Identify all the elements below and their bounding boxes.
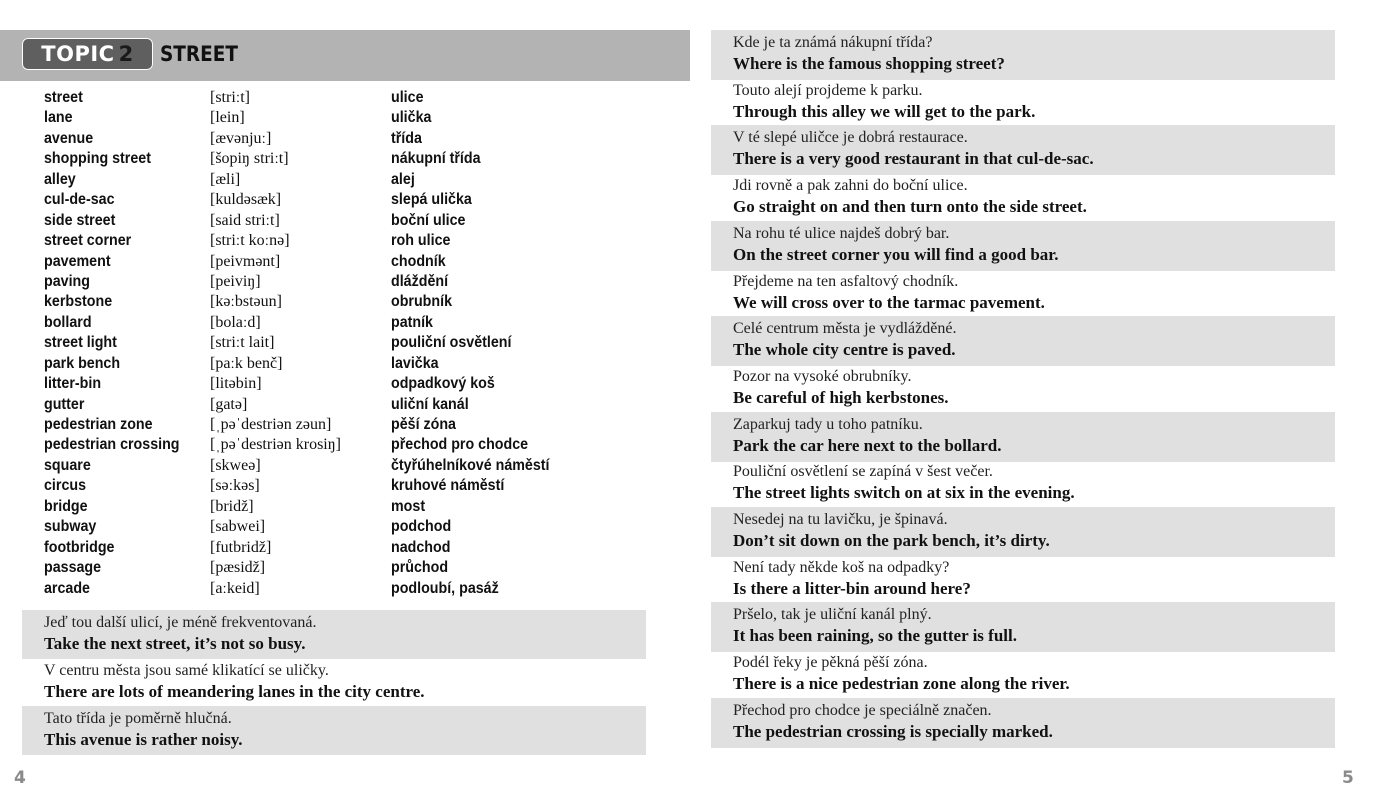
example-sentence <box>711 698 1335 748</box>
vocab-english: street <box>44 89 83 106</box>
vocab-czech: boční ulice <box>391 211 466 229</box>
vocab-row <box>44 435 604 455</box>
example-english: This avenue is rather noisy. <box>44 730 243 749</box>
example-english: The whole city centre is paved. <box>733 340 956 360</box>
example-czech: Pouliční osvětlení se zapíná v šest večer. <box>733 463 993 481</box>
vocab-pronunciation: [bolaːd] <box>210 313 261 331</box>
example-sentence <box>22 706 646 755</box>
topic-number: 2 <box>118 42 134 66</box>
vocab-english: square <box>44 456 91 474</box>
example-sentence <box>711 364 1335 414</box>
example-sentence <box>711 507 1335 557</box>
vocab-row <box>44 579 604 599</box>
vocab-pronunciation: [peivmənt] <box>210 252 281 270</box>
vocab-pronunciation: [sabwei] <box>210 518 266 536</box>
vocab-czech: kruhové náměstí <box>391 477 505 495</box>
vocab-row <box>44 292 604 312</box>
vocab-english: paving <box>44 272 90 290</box>
vocab-pronunciation: [futbridž] <box>210 538 272 556</box>
vocab-czech: slepá ulička <box>391 191 472 209</box>
vocab-row <box>44 129 604 149</box>
vocab-english: street light <box>44 334 117 352</box>
vocab-row <box>44 354 604 374</box>
example-sentence <box>22 610 646 659</box>
vocab-czech: uliční kanál <box>391 395 469 413</box>
example-czech: Nesedej na tu lavičku, je špinavá. <box>733 511 948 528</box>
example-czech: V té slepé uličce je dobrá restaurace. <box>733 129 968 147</box>
vocab-pronunciation: [šopiŋ striːt] <box>210 150 289 168</box>
example-czech: Zaparkuj tady u toho patníku. <box>733 415 923 433</box>
topic-title: STREET <box>160 42 239 66</box>
example-sentence <box>711 173 1335 223</box>
example-sentence <box>22 658 646 707</box>
vocab-pronunciation: [striːt lait] <box>210 334 275 352</box>
vocab-pronunciation: [striːt koːnə] <box>210 232 290 250</box>
example-english: On the street corner you will find a good bar. <box>733 244 1059 264</box>
example-english: Go straight on and then turn onto the side street. <box>733 197 1087 217</box>
example-czech: Tato třída je poměrně hlučná. <box>44 710 232 727</box>
example-czech: Celé centrum města je vydlážděné. <box>733 320 957 338</box>
vocab-row <box>44 231 604 251</box>
vocab-english: pedestrian zone <box>44 416 153 433</box>
example-english: There is a nice pedestrian zone along the river. <box>733 674 1070 694</box>
vocab-row <box>44 415 604 435</box>
example-sentence <box>711 602 1335 652</box>
vocab-english: park bench <box>44 354 121 372</box>
example-english: There is a very good restaurant in that cul-de-sac. <box>733 149 1094 169</box>
example-czech: Touto alejí projdeme k parku. <box>733 81 923 99</box>
example-english: Park the car here next to the bollard. <box>733 435 1002 455</box>
topic-header <box>0 30 690 81</box>
example-english: Through this alley we will get to the park. <box>733 101 1036 121</box>
right-page <box>690 0 1379 800</box>
vocab-czech: lavička <box>391 354 439 372</box>
vocab-czech: roh ulice <box>391 232 451 250</box>
vocab-czech: podloubí, pasáž <box>391 579 499 597</box>
vocab-english: shopping street <box>44 150 151 168</box>
vocab-czech: přechod pro chodce <box>391 436 529 454</box>
vocab-czech: ulička <box>391 109 432 127</box>
vocab-english: kerbstone <box>44 293 113 311</box>
vocab-czech: průchod <box>391 559 449 577</box>
example-czech: Přechod pro chodce je speciálně značen. <box>733 701 992 719</box>
example-czech: Pozor na vysoké obrubníky. <box>733 367 912 385</box>
vocab-pronunciation: [ˌpəˈdestriən krosiŋ] <box>210 436 341 454</box>
example-sentence <box>711 269 1335 319</box>
topic-label: TOPIC <box>41 42 115 66</box>
example-english: Is there a litter-bin around here? <box>733 578 971 598</box>
example-czech: Pršelo, tak je uliční kanál plný. <box>733 606 932 624</box>
example-sentence <box>711 30 1335 80</box>
vocab-row <box>44 476 604 496</box>
vocab-english: arcade <box>44 579 90 597</box>
example-sentence <box>711 125 1335 175</box>
vocab-row <box>44 88 604 108</box>
vocab-row <box>44 313 604 333</box>
vocab-row <box>44 333 604 353</box>
example-czech: Podél řeky je pěkná pěší zóna. <box>733 654 928 672</box>
vocab-pronunciation: [bridž] <box>210 497 254 515</box>
vocab-pronunciation: [kuldəsæk] <box>210 191 282 209</box>
vocab-row <box>44 395 604 415</box>
vocab-pronunciation: [skweə] <box>210 456 261 474</box>
vocabulary-list <box>44 88 604 599</box>
vocab-english: avenue <box>44 129 94 147</box>
example-english: Don’t sit down on the park bench, it’s dirty. <box>733 531 1050 550</box>
vocab-row <box>44 252 604 272</box>
vocab-pronunciation: [striːt] <box>210 89 250 106</box>
vocab-czech: nadchod <box>391 538 451 556</box>
vocab-pronunciation: [ˌpəˈdestriən zəun] <box>210 416 332 433</box>
example-sentence <box>711 78 1335 128</box>
vocab-english: litter-bin <box>44 375 102 393</box>
vocab-czech: pěší zóna <box>391 416 456 433</box>
example-english: Where is the famous shopping street? <box>733 54 1005 73</box>
vocab-pronunciation: [aːkeid] <box>210 579 260 597</box>
vocab-english: subway <box>44 518 97 536</box>
example-czech: Na rohu té ulice najdeš dobrý bar. <box>733 224 950 242</box>
example-english: The pedestrian crossing is specially marked. <box>733 721 1053 741</box>
vocab-row <box>44 170 604 190</box>
vocab-pronunciation: [said striːt] <box>210 211 280 229</box>
example-english: There are lots of meandering lanes in the city centre. <box>44 682 425 701</box>
vocab-row <box>44 108 604 128</box>
example-czech: Jdi rovně a pak zahni do boční ulice. <box>733 177 968 195</box>
vocab-row <box>44 558 604 578</box>
page-number-left: 4 <box>14 768 26 788</box>
page-number-right: 5 <box>1342 768 1354 788</box>
vocab-pronunciation: [paːk benč] <box>210 354 283 372</box>
vocab-row <box>44 497 604 517</box>
example-czech: Kde je ta známá nákupní třída? <box>733 34 933 51</box>
example-english: The street lights switch on at six in the evening. <box>733 483 1075 503</box>
vocab-pronunciation: [səːkəs] <box>210 477 260 495</box>
vocab-row <box>44 272 604 292</box>
vocab-row <box>44 374 604 394</box>
vocab-english: gutter <box>44 395 85 413</box>
vocab-czech: odpadkový koš <box>391 375 495 393</box>
vocab-english: circus <box>44 477 87 495</box>
vocab-pronunciation: [lein] <box>210 109 245 127</box>
vocab-english: lane <box>44 109 73 127</box>
vocab-english: footbridge <box>44 538 115 556</box>
vocab-english: bridge <box>44 497 88 515</box>
vocab-row <box>44 149 604 169</box>
vocab-english: alley <box>44 170 76 188</box>
vocab-row <box>44 211 604 231</box>
example-sentence <box>711 459 1335 509</box>
vocab-czech: obrubník <box>391 293 453 311</box>
vocab-row <box>44 538 604 558</box>
vocab-row <box>44 190 604 210</box>
vocab-pronunciation: [kəːbstəun] <box>210 293 282 311</box>
example-sentence <box>711 650 1335 700</box>
vocab-english: passage <box>44 559 102 577</box>
example-czech: Není tady někde koš na odpadky? <box>733 558 950 576</box>
vocab-czech: dláždění <box>391 272 449 290</box>
example-english: We will cross over to the tarmac pavement. <box>733 292 1045 312</box>
example-sentence <box>711 221 1335 271</box>
vocab-czech: alej <box>391 170 415 188</box>
vocab-row <box>44 517 604 537</box>
example-czech: Přejdeme na ten asfaltový chodník. <box>733 272 959 290</box>
vocab-pronunciation: [gatə] <box>210 395 248 413</box>
vocab-czech: pouliční osvětlení <box>391 334 512 352</box>
example-english: Be careful of high kerbstones. <box>733 387 949 407</box>
vocab-english: side street <box>44 211 116 229</box>
vocab-czech: ulice <box>391 89 424 106</box>
vocab-english: pedestrian crossing <box>44 436 180 454</box>
vocab-czech: patník <box>391 313 434 331</box>
vocab-pronunciation: [peiviŋ] <box>210 272 261 290</box>
vocab-czech: most <box>391 497 426 515</box>
vocab-pronunciation: [ævənjuː] <box>210 129 272 147</box>
example-czech: V centru města jsou samé klikatící se uličky. <box>44 662 329 679</box>
example-english: It has been raining, so the gutter is full. <box>733 626 1017 646</box>
vocab-czech: třída <box>391 129 422 147</box>
vocab-pronunciation: [pæsidž] <box>210 559 266 577</box>
vocab-row <box>44 456 604 476</box>
vocab-czech: podchod <box>391 518 452 536</box>
example-english: Take the next street, it’s not so busy. <box>44 634 306 653</box>
example-sentence <box>711 316 1335 366</box>
vocab-english: pavement <box>44 252 111 270</box>
topic-badge <box>22 38 153 70</box>
vocab-czech: chodník <box>391 252 446 270</box>
example-sentence <box>711 412 1335 462</box>
vocab-pronunciation: [æli] <box>210 170 241 188</box>
example-czech: Jeď tou další ulicí, je méně frekventovaná. <box>44 614 317 631</box>
vocab-czech: nákupní třída <box>391 150 481 168</box>
vocab-english: bollard <box>44 313 92 331</box>
example-sentence <box>711 555 1335 605</box>
vocab-czech: čtyřúhelníkové náměstí <box>391 456 550 474</box>
vocab-english: street corner <box>44 232 132 250</box>
vocab-english: cul-de-sac <box>44 191 115 209</box>
vocab-pronunciation: [litəbin] <box>210 375 262 393</box>
